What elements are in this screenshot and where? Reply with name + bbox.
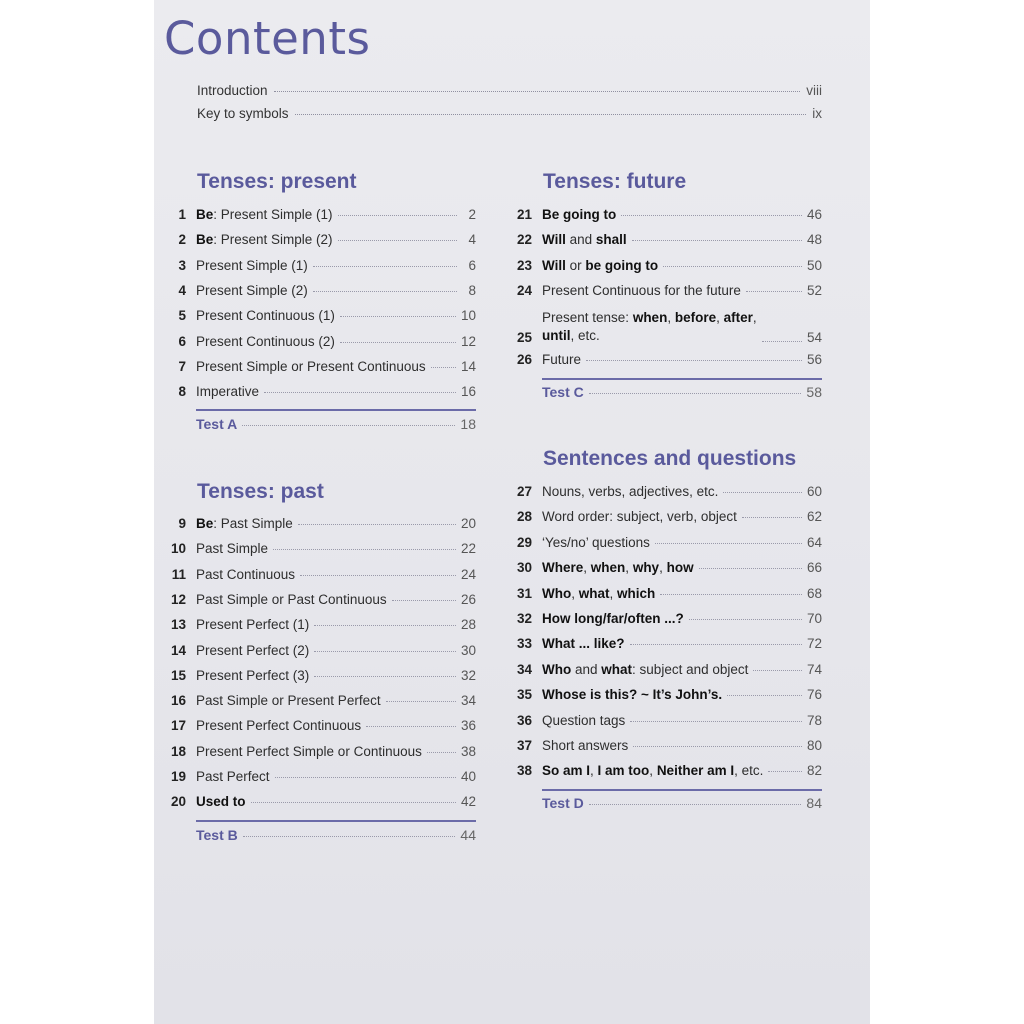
page-number: 60 [806,484,822,499]
toc-entry-introduction[interactable] [197,83,822,98]
unit-number: 38 [516,763,532,779]
page-number: 38 [460,743,476,759]
dot-leader [768,771,802,772]
unit-title: Be: Present Simple (2) [196,232,333,248]
section-rule [542,789,822,791]
toc-entry[interactable] [160,643,476,658]
page-number: 20 [460,516,476,531]
dot-leader [621,215,802,216]
dot-leader [586,360,802,361]
unit-number: 28 [516,509,532,525]
section-rule [196,820,476,822]
page-number: 16 [460,384,476,400]
unit-title: So am I, I am too, Neither am I, etc. [542,763,764,779]
unit-number: 37 [516,738,532,753]
dot-leader [727,695,802,696]
unit-number: 4 [178,282,186,298]
toc-entry[interactable] [506,509,822,524]
dot-leader [630,721,802,722]
unit-title: Past Continuous [196,566,296,582]
dot-leader [762,341,802,342]
page-number: 8 [468,282,476,298]
toc-entry[interactable] [160,334,476,349]
toc-entry[interactable] [160,794,476,809]
test-label: Test B [196,827,238,843]
unit-number: 9 [178,516,186,531]
toc-entry[interactable] [506,636,822,651]
test-label: Test C [542,384,584,400]
dot-leader [314,676,456,677]
unit-title: ‘Yes/no’ questions [542,534,650,550]
unit-number: 18 [170,743,186,759]
unit-number: 6 [178,333,186,349]
unit-number: 34 [516,661,532,677]
page-number: 28 [460,617,476,633]
page-number: 58 [806,384,822,400]
toc-entry[interactable] [506,309,822,345]
page-number: 34 [460,693,476,709]
page-title: Contents [164,12,371,65]
unit-number: 5 [178,308,186,324]
page-number: 40 [460,769,476,784]
dot-leader [295,114,807,115]
page-number: 82 [806,763,822,779]
unit-number: 13 [170,617,186,633]
dot-leader [313,291,457,292]
toc-entry[interactable] [160,567,476,582]
toc-entry[interactable] [160,207,476,222]
dot-leader [275,777,456,778]
section-heading-past: Tenses: past [197,480,324,503]
page-number: 66 [806,560,822,576]
dot-leader [632,240,802,241]
page-number: 6 [468,257,476,273]
unit-title: Present Perfect Continuous [196,718,362,734]
unit-title: Present Perfect (2) [196,642,310,658]
unit-number: 16 [170,693,186,709]
dot-leader [298,524,456,525]
dot-leader [251,802,456,803]
toc-entry[interactable] [160,718,476,733]
dot-leader [660,594,802,595]
dot-leader [589,804,802,805]
dot-leader [242,425,455,426]
dot-leader [338,240,457,241]
dot-leader [314,651,456,652]
unit-title: Present Perfect Simple or Continuous [196,743,422,759]
unit-number: 30 [516,560,532,576]
unit-title: Present Continuous (2) [196,333,335,349]
unit-number: 20 [170,794,186,810]
unit-title: Past Perfect [196,769,270,784]
page-number: 64 [806,534,822,550]
unit-title: Who, what, which [542,585,656,601]
toc-entry[interactable] [160,384,476,399]
dot-leader [314,625,456,626]
dot-leader [431,367,456,368]
unit-title: Nouns, verbs, adjectives, etc. [542,484,719,499]
dot-leader [633,746,802,747]
unit-number: 11 [171,566,186,582]
page-number: 22 [460,541,476,557]
toc-entry[interactable] [506,283,822,298]
unit-title: Past Simple or Present Perfect [196,693,381,709]
toc-entry[interactable] [160,592,476,607]
toc-entry[interactable] [506,352,822,367]
unit-title: Past Simple [196,541,269,557]
unit-number: 32 [516,611,532,626]
unit-number: 21 [516,207,532,222]
dot-leader [300,575,456,576]
section-heading-present: Tenses: present [197,170,357,193]
toc-entry[interactable] [160,769,476,784]
unit-title: Present Simple (2) [196,282,308,298]
unit-number: 31 [516,585,532,601]
unit-title: Be going to [542,207,617,222]
page-number: 10 [460,308,476,324]
dot-leader [273,549,456,550]
page-number: 76 [806,687,822,703]
page-number: 72 [806,636,822,652]
dot-leader [630,644,802,645]
page-number: ix [812,106,822,121]
toc-entry[interactable] [506,687,822,702]
dot-leader [746,291,802,292]
unit-number: 15 [170,667,186,683]
unit-number: 19 [170,769,186,784]
page-number: 78 [806,712,822,728]
dot-leader [589,393,802,394]
unit-number: 29 [516,534,532,550]
unit-title: Be: Present Simple (1) [196,207,333,222]
page-number: 62 [806,509,822,525]
unit-title: Whose is this? ~ It’s John’s. [542,687,723,703]
unit-title: Where, when, why, how [542,560,694,576]
unit-number: 27 [516,484,532,499]
page-number: 36 [460,718,476,734]
test-label: Test D [542,795,584,811]
unit-title: Present Continuous for the future [542,283,741,298]
section-rule [196,409,476,411]
toc-test-entry[interactable] [196,416,476,432]
unit-title: Present tense: when, before, after, until, etc. [542,310,757,343]
unit-title: Who and what: subject and object [542,661,749,677]
unit-number: 17 [170,718,186,734]
unit-number: 25 [516,330,532,345]
unit-number: 1 [178,207,186,222]
unit-title: Be: Past Simple [196,516,293,531]
front-matter [197,83,822,121]
dot-leader [753,670,802,671]
dot-leader [386,701,456,702]
unit-number: 3 [178,257,186,273]
page-number: 54 [806,330,822,345]
unit-title: Present Perfect (1) [196,617,310,633]
page-number: 2 [468,207,476,222]
unit-title: Future [542,352,582,367]
toc-entry-key-to-symbols[interactable] [197,106,822,121]
section-heading-future: Tenses: future [543,170,687,193]
page-number: 26 [460,591,476,607]
dot-leader [689,619,802,620]
dot-leader [742,517,802,518]
dot-leader [427,752,456,753]
dot-leader [264,392,456,393]
toc-entry[interactable] [506,586,822,601]
dot-leader [655,543,802,544]
dot-leader [313,266,457,267]
dot-leader [663,266,802,267]
toc-entry[interactable] [506,535,822,550]
section-rule [542,378,822,380]
dot-leader [392,600,456,601]
unit-title: What ... like? [542,636,625,652]
page-number: 18 [460,416,476,432]
unit-number: 23 [516,258,532,273]
unit-number: 35 [516,687,532,703]
page-number: 24 [460,566,476,582]
unit-number: 10 [170,541,186,557]
unit-title: Present Simple or Present Continuous [196,358,426,374]
toc-entry[interactable] [506,207,822,222]
dot-leader [243,836,456,837]
page-number: 42 [460,794,476,810]
unit-number: 2 [178,232,186,248]
unit-title: Question tags [542,712,626,728]
unit-number: 14 [170,642,186,658]
toc-entry[interactable] [506,484,822,499]
toc-entry[interactable] [160,516,476,531]
unit-number: 12 [170,591,186,607]
toc-entry[interactable] [160,693,476,708]
toc-test-entry[interactable] [196,827,476,843]
dot-leader [340,342,456,343]
page-number: 80 [806,738,822,753]
page-number: 32 [460,667,476,683]
toc-entry[interactable] [160,541,476,556]
unit-number: 26 [516,352,532,367]
page-number: 44 [460,827,476,843]
toc-entry[interactable] [160,258,476,273]
toc-entry[interactable] [160,359,476,374]
page-number: 74 [806,661,822,677]
toc-entry[interactable] [506,232,822,247]
unit-number: 33 [516,636,532,652]
page-number: 48 [806,232,822,247]
toc-entry[interactable] [506,763,822,778]
page-number: 52 [806,283,822,298]
dot-leader [340,316,456,317]
unit-title: Used to [196,794,246,810]
dot-leader [699,568,802,569]
toc-entry[interactable] [160,283,476,298]
page-number: 68 [806,585,822,601]
unit-title: Word order: subject, verb, object [542,509,737,525]
toc-entry[interactable] [506,258,822,273]
dot-leader [274,91,801,92]
page-number: 14 [460,358,476,374]
entry-label: Key to symbols [197,106,289,121]
unit-title: Imperative [196,384,260,400]
contents-page [154,0,870,1024]
toc-entry[interactable] [160,308,476,323]
unit-title: Present Continuous (1) [196,308,335,324]
section-heading-questions: Sentences and questions [543,447,797,470]
unit-number: 22 [516,232,532,247]
unit-number: 36 [516,712,532,728]
page-number: 4 [468,232,476,248]
page-number: 30 [460,642,476,658]
unit-number: 8 [178,384,186,400]
unit-title: Will or be going to [542,258,659,273]
unit-number: 7 [178,358,186,374]
toc-entry[interactable] [160,617,476,632]
unit-title: How long/far/often ...? [542,611,684,626]
dot-leader [338,215,457,216]
unit-title: Short answers [542,738,629,753]
dot-leader [723,492,802,493]
page-number: 12 [460,333,476,349]
unit-title: Present Simple (1) [196,257,308,273]
page-number: 70 [806,611,822,626]
page-number: 46 [806,207,822,222]
dot-leader [366,726,456,727]
page-number: 50 [806,258,822,273]
toc-entry[interactable] [160,744,476,759]
test-label: Test A [196,416,238,432]
unit-title: Will and shall [542,232,627,247]
entry-label: Introduction [197,83,268,98]
page-number: 56 [806,352,822,367]
toc-entry[interactable] [160,232,476,247]
toc-test-entry[interactable] [542,795,822,811]
toc-test-entry[interactable] [542,384,822,400]
toc-entry[interactable] [160,668,476,683]
toc-entry[interactable] [506,662,822,677]
unit-number: 24 [516,283,532,298]
page-number: 84 [806,795,822,811]
toc-entry[interactable] [506,611,822,626]
toc-entry[interactable] [506,713,822,728]
page-number: viii [806,83,822,98]
unit-title: Present Perfect (3) [196,667,310,683]
toc-entry[interactable] [506,560,822,575]
unit-title: Past Simple or Past Continuous [196,591,387,607]
toc-entry[interactable] [506,738,822,753]
